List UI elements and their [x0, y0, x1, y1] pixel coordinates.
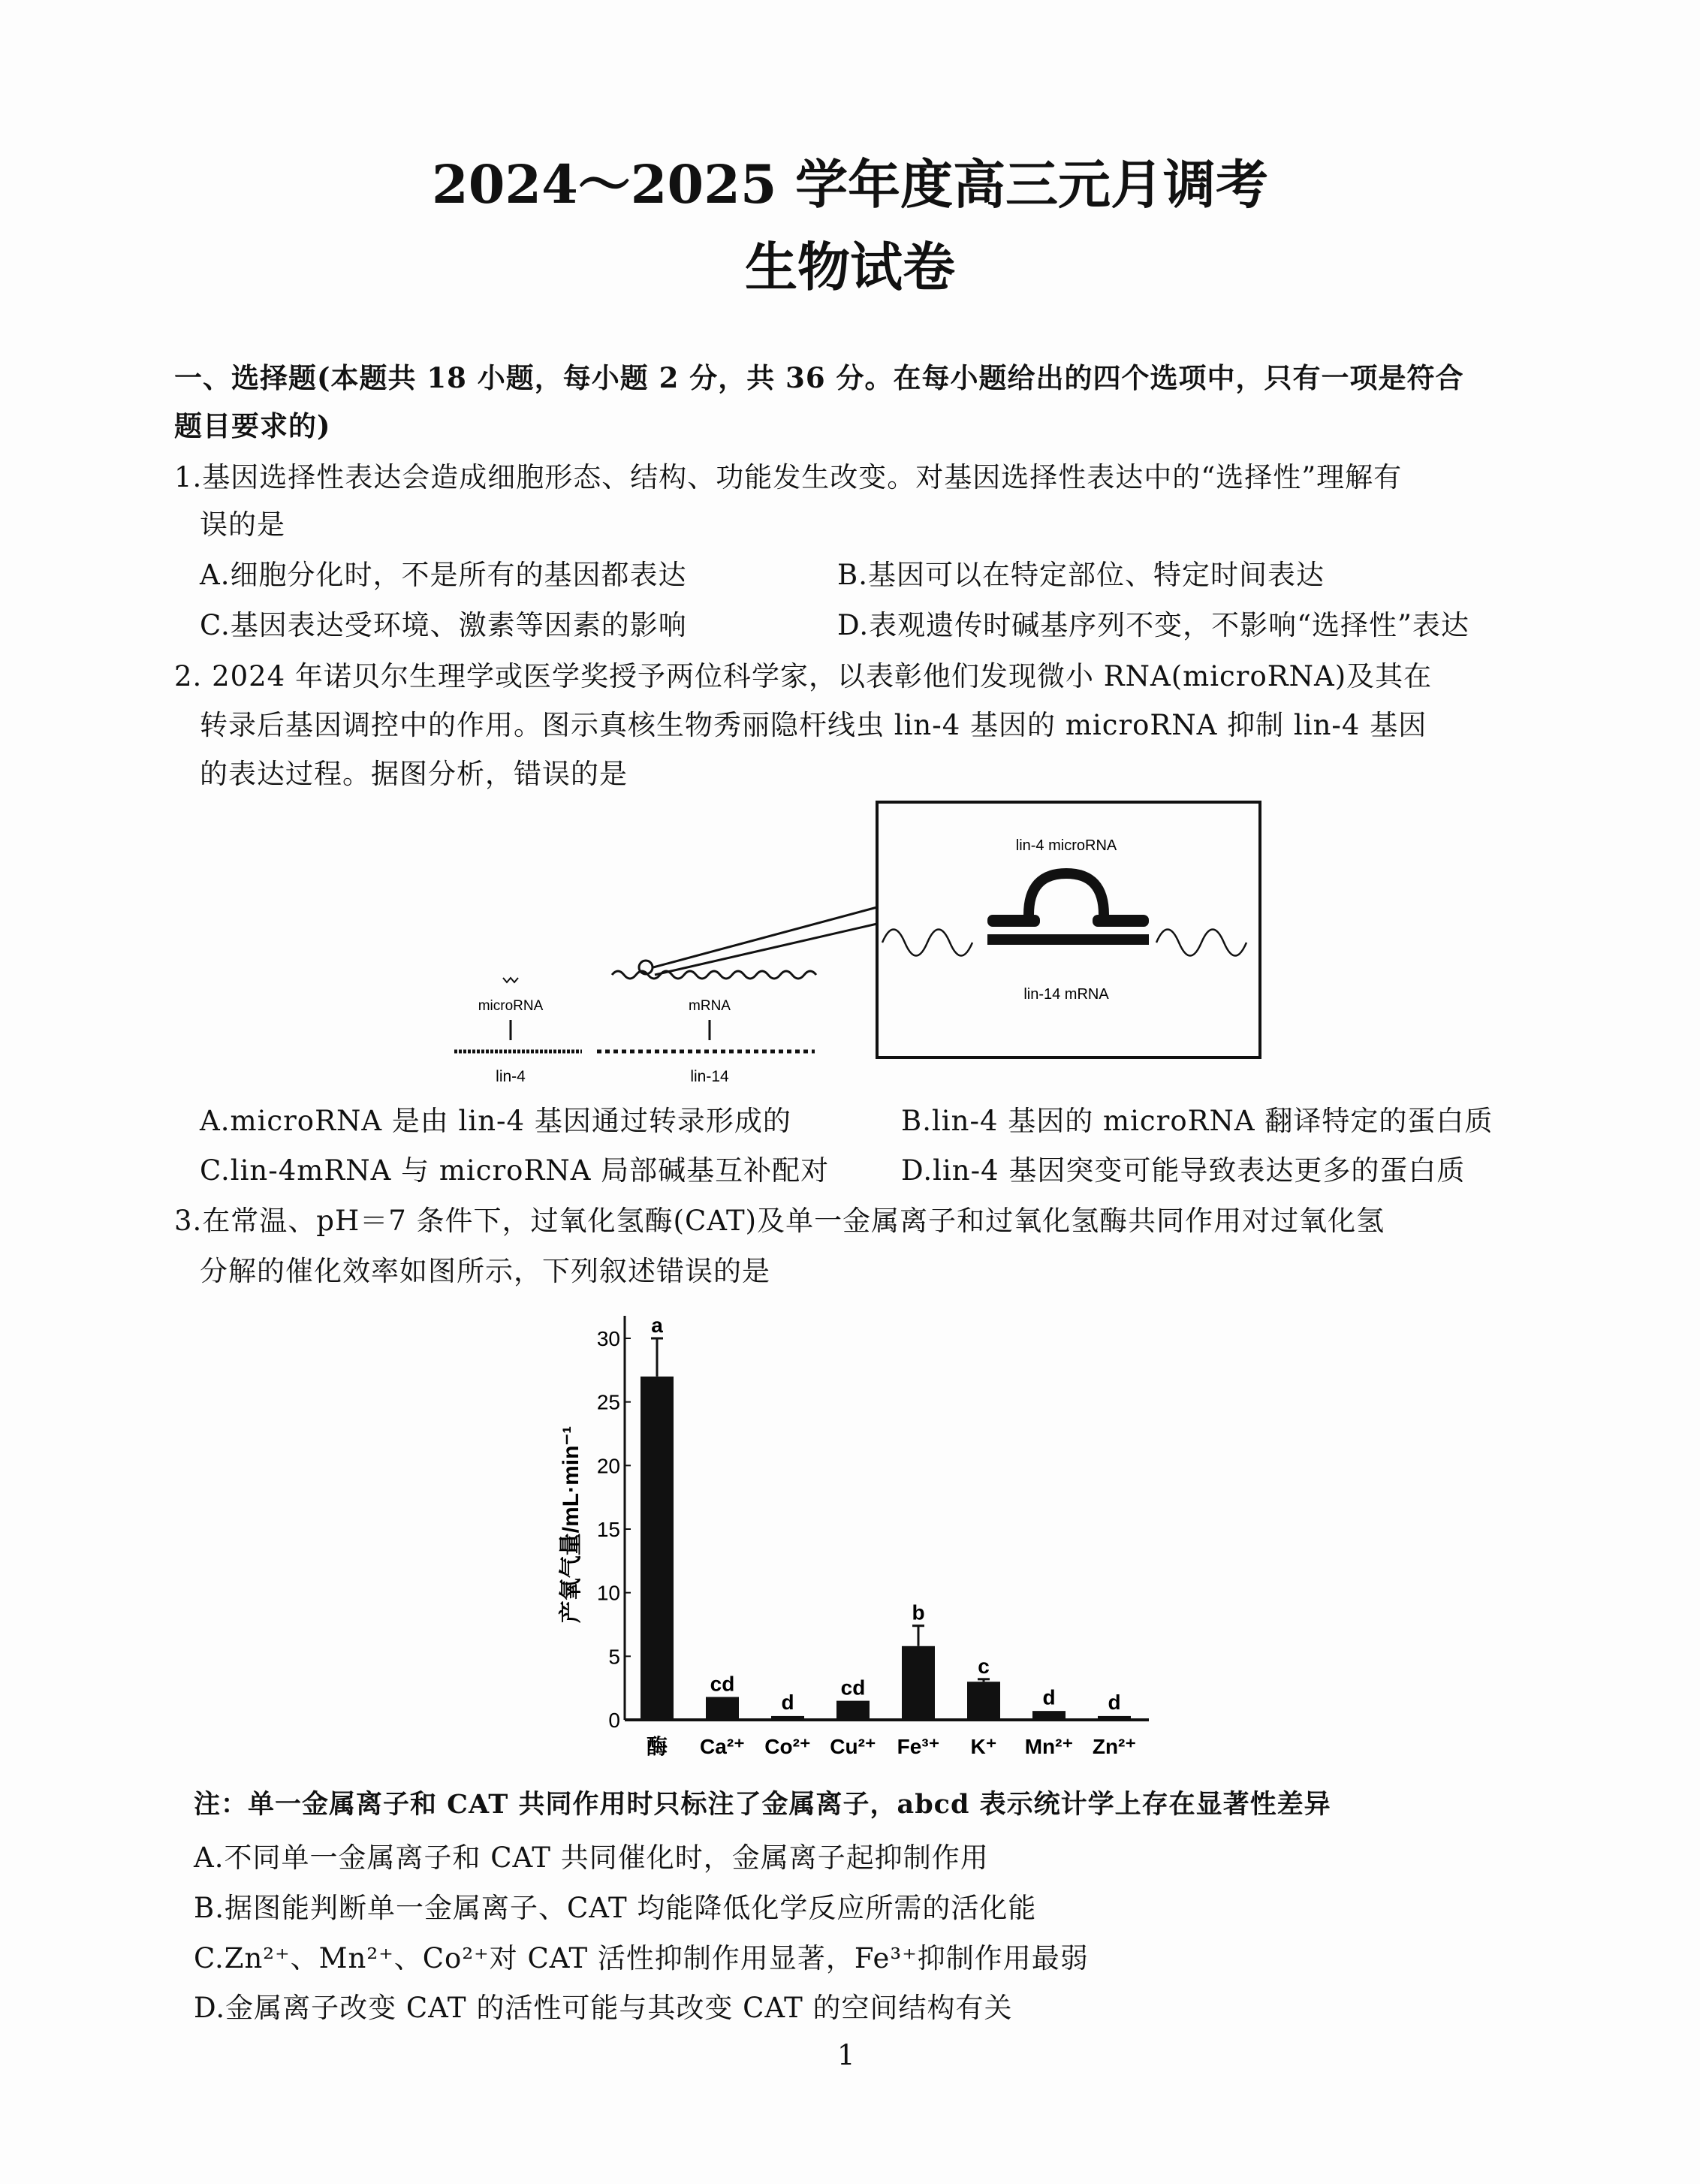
bar	[771, 1716, 804, 1720]
q3-option-b: B.据图能判断单一金属离子、CAT 均能降低化学反应所需的活化能	[194, 1892, 1037, 1924]
significance-label: cd	[710, 1672, 735, 1696]
mrna-right-wave	[1156, 930, 1246, 956]
label-lin4: lin-4	[496, 1068, 526, 1085]
mrna-left-wave	[882, 930, 972, 956]
q2-stem: 2. 2024 年诺贝尔生理学或医学奖授予两位科学家，以表彰他们发现微小 RNA(microRNA)及其在	[174, 660, 1433, 692]
microrna-loop	[1029, 873, 1104, 925]
q2-option-d: D.lin-4 基因突变可能导致表达更多的蛋白质	[901, 1154, 1466, 1187]
bar	[641, 1377, 674, 1720]
q3-option-a: A.不同单一金属离子和 CAT 共同催化时，金属离子起抑制作用	[194, 1842, 989, 1874]
microrna-right-arm	[1093, 915, 1149, 927]
y-tick-label: 20	[596, 1454, 620, 1478]
q3-stem: 3.在常温、pH＝7 条件下，过氧化氢酶(CAT)及单一金属离子和过氧化氢酶共同作用对过氧化氢	[174, 1205, 1385, 1237]
label-mrna: mRNA	[689, 998, 731, 1014]
bar	[1098, 1716, 1131, 1720]
page-title: 2024～2025 学年度高三元月调考	[431, 153, 1269, 216]
significance-label: c	[978, 1654, 990, 1678]
y-axis-label: 产氧气量/mL·min⁻¹	[559, 1425, 583, 1624]
zoom-line	[655, 924, 877, 975]
x-tick-label: Zn²⁺	[1092, 1735, 1137, 1758]
q1-option-b: B.基因可以在特定部位、特定时间表达	[837, 559, 1325, 591]
q1-stem-cont: 误的是	[200, 508, 285, 541]
x-tick-label: Ca²⁺	[700, 1735, 745, 1758]
label-box-microrna: lin-4 microRNA	[1015, 837, 1117, 854]
significance-label: d	[781, 1691, 794, 1715]
x-tick-label: Co²⁺	[764, 1735, 811, 1758]
microrna-left-arm	[987, 915, 1040, 927]
bar	[967, 1682, 1000, 1720]
y-tick-label: 25	[596, 1390, 620, 1414]
section-heading: 一、选择题(本题共 18 小题，每小题 2 分，共 36 分。在每小题给出的四个选项中，只有一项是符合	[174, 361, 1464, 394]
mrna-paired-region	[987, 934, 1149, 945]
significance-label: cd	[840, 1676, 866, 1700]
y-tick-label: 5	[608, 1645, 620, 1669]
y-tick-label: 15	[596, 1518, 620, 1541]
q3-option-d: D.金属离子改变 CAT 的活性可能与其改变 CAT 的空间结构有关	[194, 1992, 1013, 2024]
x-tick-label: Fe³⁺	[897, 1735, 940, 1758]
page-subtitle: 生物试卷	[745, 236, 955, 298]
label-box-mrna: lin-14 mRNA	[1023, 986, 1109, 1003]
q2-stem-cont2: 的表达过程。据图分析，错误的是	[200, 758, 628, 790]
label-lin14: lin-14	[690, 1068, 729, 1085]
x-tick-label: 酶	[646, 1735, 668, 1758]
catalysis-bar-chart	[541, 1307, 1179, 1772]
q2-option-c: C.lin-4mRNA 与 microRNA 局部碱基互补配对	[200, 1154, 830, 1187]
y-tick-label: 30	[596, 1327, 620, 1350]
x-tick-label: K⁺	[970, 1735, 997, 1758]
q1-option-a: A.细胞分化时，不是所有的基因都表达	[200, 559, 687, 591]
q2-stem-cont: 转录后基因调控中的作用。图示真核生物秀丽隐杆线虫 lin-4 基因的 microRNA 抑制 lin-4 基因	[200, 709, 1427, 741]
page-number: 1	[837, 2039, 856, 2071]
significance-label: a	[651, 1314, 663, 1337]
y-tick-label: 10	[596, 1581, 620, 1605]
q1-stem: 1.基因选择性表达会造成细胞形态、结构、功能发生改变。对基因选择性表达中的“选择性”理解有	[174, 461, 1403, 493]
bar	[836, 1701, 870, 1720]
q2-option-b: B.lin-4 基因的 microRNA 翻译特定的蛋白质	[901, 1105, 1494, 1137]
bar	[902, 1646, 935, 1720]
microrna-strand	[503, 978, 518, 982]
label-microrna: microRNA	[478, 998, 544, 1014]
significance-label: b	[912, 1600, 925, 1624]
significance-label: d	[1042, 1685, 1056, 1709]
q3-note: 注：单一金属离子和 CAT 共同作用时只标注了金属离子，abcd 表示统计学上存在显著性差异	[194, 1789, 1331, 1820]
section-heading-cont: 题目要求的)	[174, 409, 331, 442]
q2-option-a: A.microRNA 是由 lin-4 基因通过转录形成的	[200, 1105, 791, 1137]
q1-option-c: C.基因表达受环境、激素等因素的影响	[200, 609, 687, 641]
zoom-line	[653, 907, 877, 967]
y-tick-label: 0	[608, 1709, 620, 1732]
q3-stem-cont: 分解的催化效率如图所示，下列叙述错误的是	[200, 1255, 770, 1287]
x-tick-label: Mn²⁺	[1024, 1735, 1074, 1758]
x-tick-label: Cu²⁺	[830, 1735, 876, 1758]
bar	[706, 1697, 739, 1720]
significance-label: d	[1108, 1691, 1121, 1715]
q3-option-c: C.Zn²⁺、Mn²⁺、Co²⁺对 CAT 活性抑制作用显著，Fe³⁺抑制作用最弱	[194, 1942, 1089, 1974]
microrna-diagram	[436, 796, 1269, 1089]
bar	[1032, 1711, 1066, 1720]
q1-option-d: D.表观遗传时碱基序列不变，不影响“选择性”表达	[837, 609, 1469, 641]
